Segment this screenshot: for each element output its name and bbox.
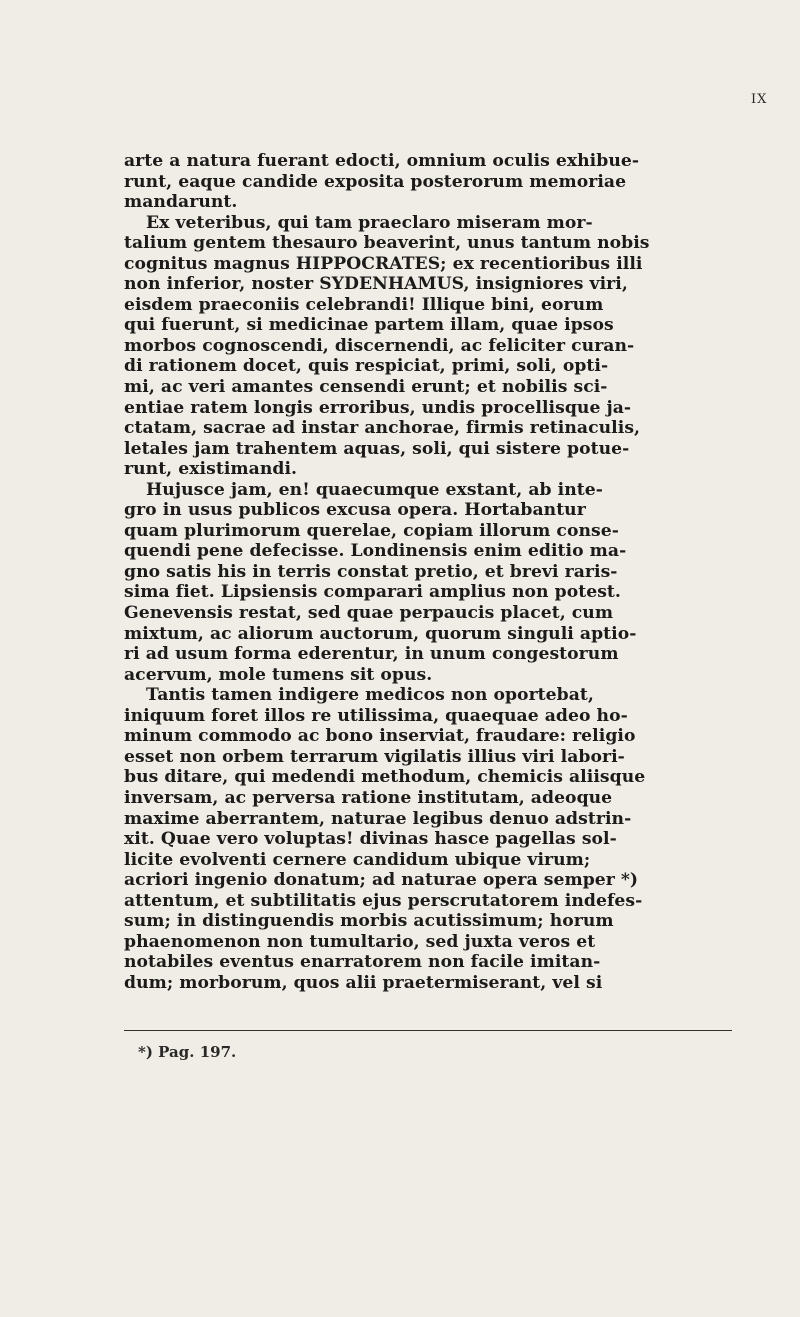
- text-line: phaenomenon non tumultario, sed juxta veros et: [124, 931, 596, 952]
- page-number: IX: [751, 92, 768, 107]
- text-line: eisdem praeconiis celebrandi! Illique bini, eorum: [124, 294, 604, 315]
- text-line: licite evolventi cernere candidum ubique virum;: [124, 849, 591, 870]
- text-line: di rationem docet, quis respiciat, primi, soli, opti-: [124, 356, 609, 377]
- text-line: arte a natura fuerant edocti, omnium oculis exhibue-: [124, 151, 640, 171]
- body-text: [124, 151, 728, 993]
- text-line: mixtum, ac aliorum auctorum, quorum singuli aptio-: [124, 623, 637, 644]
- text-line: acervum, mole tumens sit opus.: [124, 664, 433, 685]
- text-line: qui fuerunt, si medicinae partem illam, quae ipsos: [124, 315, 614, 336]
- text-line: gro in usus publicos excusa opera. Hortabantur: [124, 500, 586, 521]
- paragraph-start-line: Ex veteribus, qui tam praeclaro miseram mor-: [146, 212, 593, 233]
- text-line: morbos cognoscendi, discernendi, ac feliciter curan-: [124, 335, 635, 356]
- text-line: ctatam, sacrae ad instar anchorae, firmis retinaculis,: [124, 418, 641, 439]
- text-line: talium gentem thesauro beaverint, unus tantum nobis: [124, 233, 650, 254]
- text-line: inversam, ac perversa ratione institutam, adeoque: [124, 787, 613, 808]
- text-line: iniquum foret illos re utilissima, quaequae adeo ho-: [124, 705, 628, 726]
- text-line: attentum, et subtilitatis ejus perscrutatorem indefes-: [124, 890, 643, 911]
- text-line: runt, existimandi.: [124, 459, 298, 480]
- text-line: sima fiet. Lipsiensis comparari amplius non potest.: [124, 582, 621, 603]
- text-line: quam plurimorum querelae, copiam illorum conse-: [124, 520, 619, 541]
- text-line: quendi pene defecisse. Londinensis enim editio ma-: [124, 541, 627, 562]
- text-line: notabiles eventus enarratorem non facile imitan-: [124, 952, 601, 973]
- text-line: mi, ac veri amantes censendi erunt; et nobilis sci-: [124, 377, 608, 398]
- footnote: *) Pag. 197.: [138, 1043, 237, 1061]
- paragraph-start-line: Hujusce jam, en! quaecumque exstant, ab inte-: [146, 479, 603, 500]
- text-line: acriori ingenio donatum; ad naturae opera semper *): [124, 870, 639, 891]
- text-line: runt, eaque candide exposita posterorum memoriae: [124, 171, 627, 192]
- text-line: Genevensis restat, sed quae perpaucis placet, cum: [124, 603, 614, 624]
- text-line: ri ad usum forma ederentur, in unum congestorum: [124, 644, 619, 665]
- text-line: gno satis his in terris constat pretio, et brevi raris-: [124, 561, 618, 582]
- paragraph-start-line: Tantis tamen indigere medicos non oportebat,: [146, 685, 594, 706]
- text-line: maxime aberrantem, naturae legibus denuo adstrin-: [124, 808, 632, 829]
- text-line: entiae ratem longis erroribus, undis procellisque ja-: [124, 397, 632, 418]
- text-line: non inferior, noster SYDENHAMUS, insigniores viri,: [124, 274, 628, 295]
- text-line: sum; in distinguendis morbis acutissimum; horum: [124, 911, 614, 932]
- text-line: xit. Quae vero voluptas! divinas hasce pagellas sol-: [124, 829, 617, 850]
- text-line: cognitus magnus HIPPOCRATES; ex recentioribus illi: [124, 253, 643, 274]
- text-line: mandarunt.: [124, 192, 238, 213]
- text-line: esset non orbem terrarum vigilatis illius viri labori-: [124, 746, 625, 767]
- text-line: minum commodo ac bono inserviat, fraudare: religio: [124, 726, 636, 747]
- text-line: letales jam trahentem aquas, soli, qui sistere potue-: [124, 438, 630, 459]
- text-line: dum; morborum, quos alii praetermiserant, vel si: [124, 972, 603, 993]
- footnote-divider: [124, 1030, 732, 1031]
- text-line: bus ditare, qui medendi methodum, chemicis aliisque: [124, 767, 646, 788]
